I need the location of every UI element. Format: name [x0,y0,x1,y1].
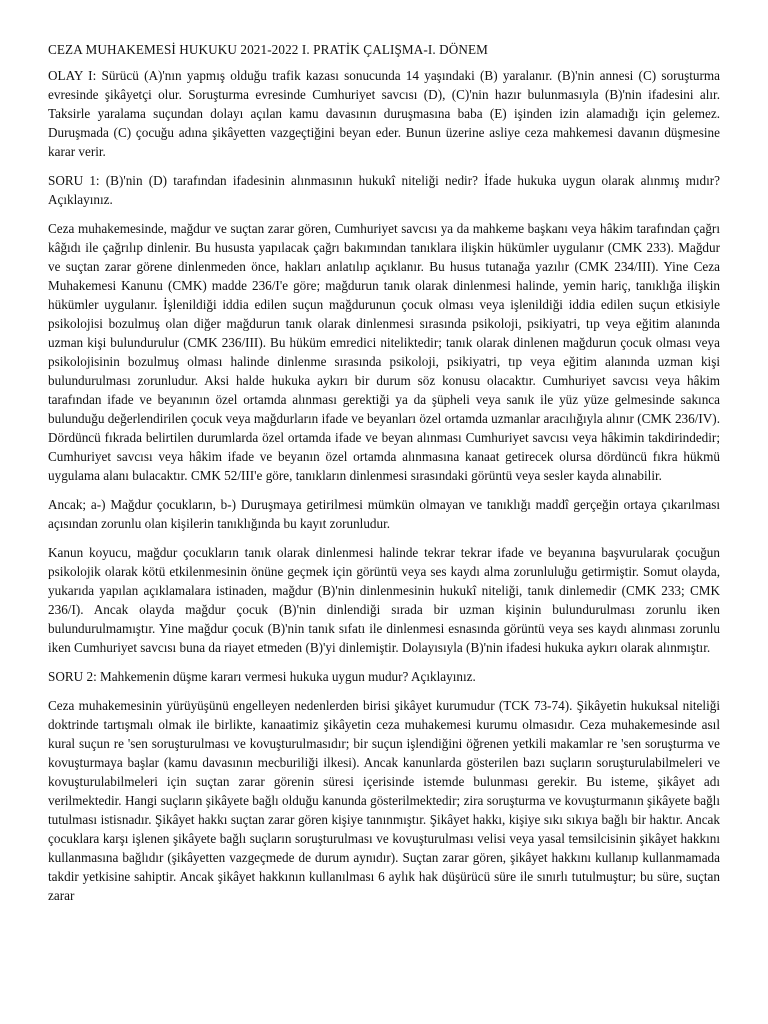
document-title: CEZA MUHAKEMESİ HUKUKU 2021-2022 I. PRATİK ÇALIŞMA-I. DÖNEM [48,42,488,57]
question-2: SORU 2: Mahkemenin düşme kararı vermesi hukuka uygun mudur? Açıklayınız. [48,669,476,684]
question-1: SORU 1: (B)'nin (D) tarafından ifadesinin alınmasının hukukî niteliği nedir? İfade hukuka uygun olarak alınmış mıdır? Açıklayınız. [48,173,720,207]
answer-1-paragraph-2: Ancak; a-) Mağdur çocukların, b-) Duruşmaya getirilmesi mümkün olmayan ve tanıklığı maddî gerçeğin ortaya çıkarılması açısından zorunlu olan kişilerin tanıklığında bu kayıt zorunludur. [48,497,720,531]
answer-1-paragraph-3: Kanun koyucu, mağdur çocukların tanık olarak dinlenmesi halinde tekrar tekrar ifade ve beyanına başvurularak çocuğun psikolojik olarak kötü etkilenmesinin önüne geçmek için görüntü veya ses kaydı alma zorunluluğu getirmiştir. Somut olayda, yukarıda yapılan açıklamalara istinaden, mağdur (B)'nin dinlenmesinin hukukî niteliği, tanık dinlemedir (CMK 233; CMK 236/I). Ancak olayda mağdur çocuk (B)'nin dinlendiği sırada bir uzman kişinin bulundurulması zorunlu iken bulundurulmamıştır. Yine mağdur çocuk (B)'nin tanık sıfatı ile dinlenmesi esnasında görüntü veya ses kaydı alınması zorunlu iken Cumhuriyet savcısı buna da riayet etmeden (B)'yi dinlemiştir. Dolayısıyla (B)'nin ifadesi hukuka aykırı olarak alınmıştır. [48,545,720,655]
answer-1-paragraph-1: Ceza muhakemesinde, mağdur ve suçtan zarar gören, Cumhuriyet savcısı ya da mahkeme başkanı veya hâkim tarafından çağrı kâğıdı ile çağrılıp dinlenir. Bu hususta yapılacak çağrı bakımından tanıklara ilişkin hükümler uygulanır (CMK 233). Mağdur ve suçtan zarar görene dinlenmeden önce, hakları anlatılıp açıklanır. Bu husus tutanağa yazılır (CMK 234/III). Yine Ceza Muhakemesi Kanunu (CMK) madde 236/I'e göre; mağdurun tanık olarak dinlenmesi halinde, yemin hariç, tanıklığa ilişkin hükümler uygulanır. İşlenildiği iddia edilen suçun mağdurunun çocuk olması veya işlenildiği iddia edilen suçun etkisiyle psikolojisi bozulmuş olan diğer mağdurun tanık olarak dinlenmesi sırasında psikoloji, psikiyatri, tıp veya eğitim alanında uzman kişi bulundurulur (CMK 236/III). Bu hüküm emredici niteliktedir; tanık olarak dinlenen mağdurun çocuk olması veya psikolojisinin bozulmuş olması halinde dinlenme sırasında psikoloji, psikiyatri, tıp veya eğitim alanında uzman kişi bulundurulması zorunludur. Aksi halde hukuka aykırı bir durum söz konusu olacaktır. Cumhuriyet savcısı veya hâkim tarafından ifade ve beyanının özel ortamda alınması gerektiği ya da şüpheli veya sanık ile yüz yüze gelmesinde sakınca bulunduğu değerlendirilen çocuk veya mağdurların ifade ve beyanları özel ortamda uzmanlar aracılığıyla alınır (CMK 236/IV). Dördüncü fıkrada belirtilen durumlarda özel ortamda ifade ve beyan alınması Cumhuriyet savcısı veya hâkimin takdirindedir; Cumhuriyet savcısı veya hâkim ifade ve beyanın özel ortamda alınmasına kanaat getirecek olursa dördüncü fıkra hükmü uygulama alanı bulacaktır. CMK 52/III'e göre, tanıkların dinlenmesi sırasındaki görüntü veya sesler kayda alınabilir. [48,221,720,483]
case-facts-paragraph: OLAY I: Sürücü (A)'nın yapmış olduğu trafik kazası sonucunda 14 yaşındaki (B) yaralanır. (B)'nin annesi (C) soruşturma evresinde şikâyetçi olur. Soruşturma evresinde Cumhuriyet savcısı (D), (C)'nin hazır bulunmasıyla (B)'nin ifadesini alır. Taksirle yaralama suçundan dolayı açılan kamu davasının duruşmasına baba (E) işinden izin alamadığı için gelemez. Duruşmada (C) çocuğu adına şikâyetten vazgeçtiğini beyan eder. Bunun üzerine asliye ceza mahkemesi davanın düşmesine karar verir. [48,68,720,159]
answer-2-paragraph-1: Ceza muhakemesinin yürüyüşünü engelleyen nedenlerden birisi şikâyet kurumudur (TCK 73-74). Şikâyetin hukuksal niteliği doktrinde tartışmalı olmak ile birlikte, kanaatimiz şikâyetin ceza muhakemesi kurumu olmasıdır. Ceza muhakemesinde asıl kural suçun re 'sen soruşturulması ve kovuşturulmasıdır; bir suçun işlendiğini öğrenen yetkili makamlar re 'sen soruşturma ve kovuşturmaya başlar (kamu davasının mecburiliği ilkesi). Ancak kanunlarda gösterilen bazı suçların soruşturulabilmeleri ve kovuşturulabilmeleri için suçtan zarar görenin süresi içerisinde istemde bulunması gerekir. Bu isteme, şikâyet adı verilmektedir. Hangi suçların şikâyete bağlı olduğu kanunda gösterilmektedir; zira soruşturma ve kovuşturmanın şikâyete bağlı tutulması istisnadır. Şikâyet hakkı suçtan zarar gören kişiye tanınmıştır. Şikâyet hakkı, kişiye sıkı sıkıya bağlı bir haktır. Ancak çocuklara karşı işlenen şikâyete bağlı suçların soruşturulması ve kovuşturulması velisi veya yasal temsilcisinin şikâyet hakkını kullanmasına bağlıdır (şikâyetten vazgeçmede de durum aynıdır). Suçtan zarar gören, şikâyet hakkını kullanıp kullanmamada takdir yetkisine sahiptir. Ancak şikâyet hakkının kullanılması 6 aylık hak düşürücü süre ile sınırlı tutulmuştur; bu süre, suçtan zarar [48,698,720,903]
